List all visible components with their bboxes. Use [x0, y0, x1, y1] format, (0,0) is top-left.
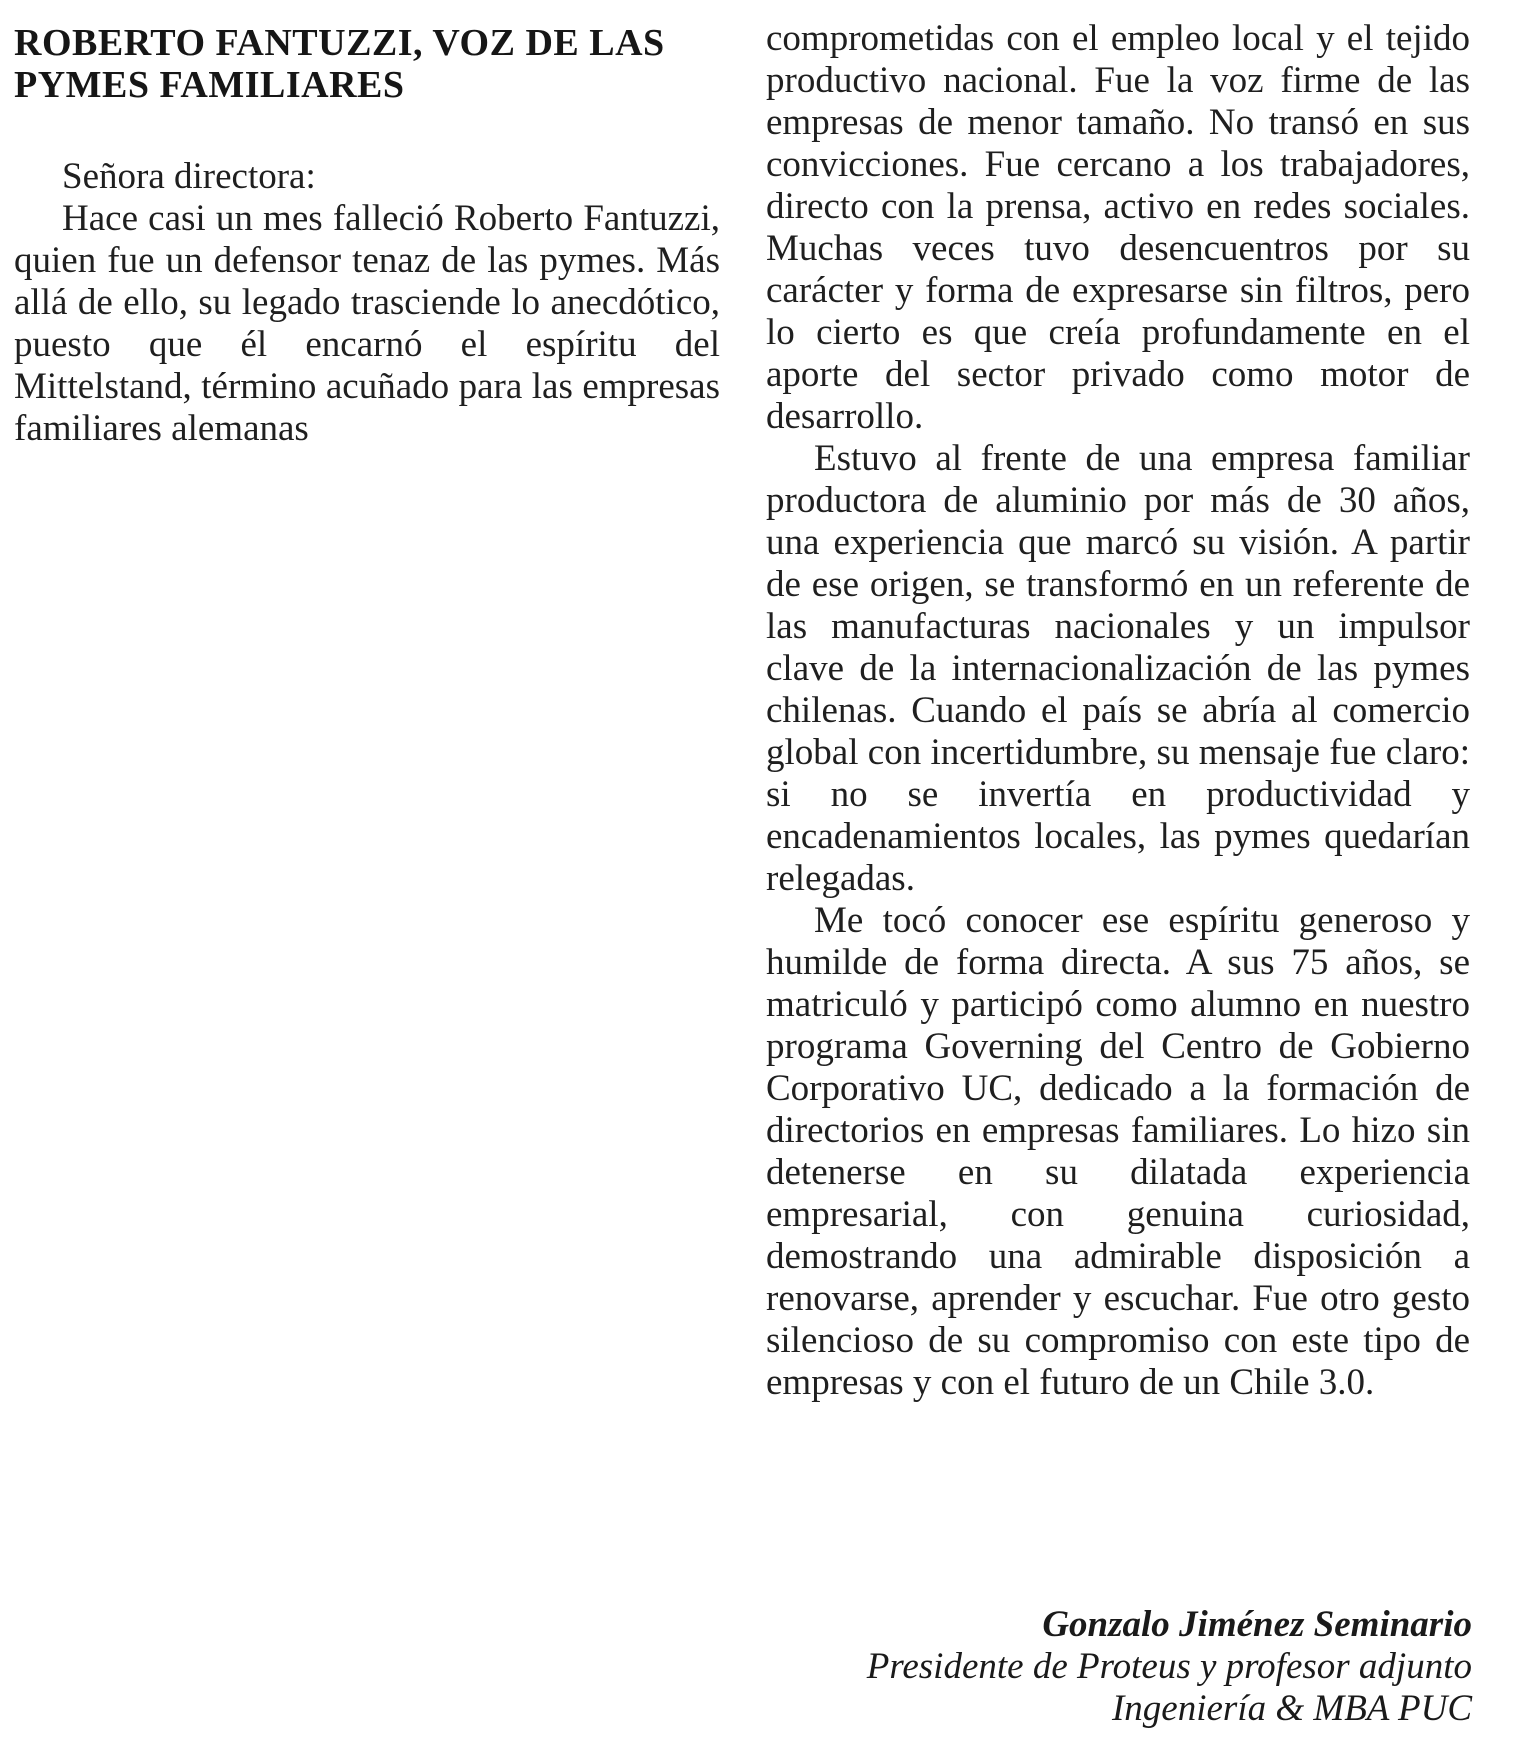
letter-headline: ROBERTO FANTUZZI, VOZ DE LAS PYMES FAMILIARES	[14, 22, 665, 106]
signature-title-line-2: Ingeniería & MBA PUC	[1111, 1688, 1472, 1729]
right-column	[766, 0, 1470, 1404]
signature-block	[867, 1604, 1472, 1730]
signature-name: Gonzalo Jiménez Seminario	[1042, 1604, 1472, 1645]
signature-title-line-1: Presidente de Proteus y profesor adjunto	[866, 1646, 1472, 1687]
paragraph-1-start: Hace casi un mes falleció Roberto Fantuzzi, quien fue un defensor tenaz de las pymes. Más allá de ello, su legado trasciende lo anecdótico, puesto que él encarnó el espíritu del Mittelstand, término acuñado para las empresas familiares alemanas	[14, 198, 720, 449]
left-column	[14, 0, 720, 450]
paragraph-2: Estuvo al frente de una empresa familiar productora de aluminio por más de 30 años, una experiencia que marcó su visión. A partir de ese origen, se transformó en un referente de las manufacturas nacionales y un impulsor clave de la internacionalización de las pymes chilenas. Cuando el país se abría al comercio global con incertidumbre, su mensaje fue claro: si no se invertía en productividad y encadenamientos locales, las pymes quedarían relegadas.	[766, 438, 1470, 899]
paragraph-1-continued: comprometidas con el empleo local y el tejido productivo nacional. Fue la voz firme de las empresas de menor tamaño. No transó en sus convicciones. Fue cercano a los trabajadores, directo con la prensa, activo en redes sociales. Muchas veces tuvo desencuentros por su carácter y forma de expresarse sin filtros, pero lo cierto es que creía profundamente en el aporte del sector privado como motor de desarrollo.	[766, 18, 1470, 437]
salutation: Señora directora:	[62, 156, 316, 197]
paragraph-3: Me tocó conocer ese espíritu generoso y humilde de forma directa. A sus 75 años, se matriculó y participó como alumno en nuestro programa Governing del Centro de Gobierno Corporativo UC, dedicado a la formación de directorios en empresas familiares. Lo hizo sin detenerse en su dilatada experiencia empresarial, con genuina curiosidad, demostrando una admirable disposición a renovarse, aprender y escuchar. Fue otro gesto silencioso de su compromiso con este tipo de empresas y con el futuro de un Chile 3.0.	[766, 900, 1470, 1403]
